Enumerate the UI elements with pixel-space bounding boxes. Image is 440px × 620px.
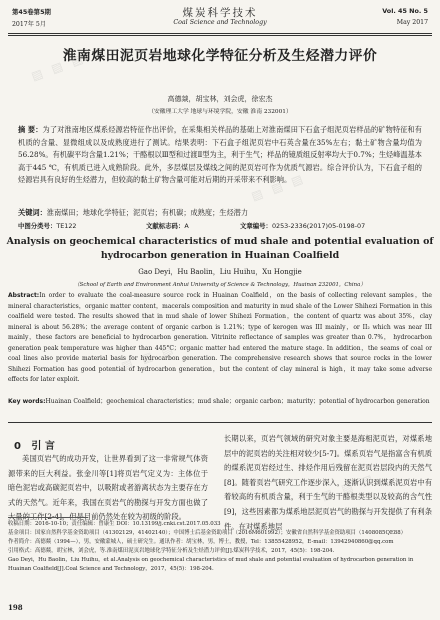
header-journal-cn: 煤炭科学技术 (182, 7, 258, 19)
keywords-en-label: Key words: (8, 398, 46, 405)
footnote-funding: 基金项目：国家自然科学基金资助项目（41302129，41402140）；中国博士后基金资助项目（2016M601992）；安徽省自然科学基金资助项目（1408085QE88） (8, 529, 407, 536)
header-rule-bottom (8, 35, 432, 36)
header-rule-top (8, 33, 432, 34)
keywords-cn-text: 淮南煤田；地球化学特征；泥页岩；有机碳；成熟度；生烃潜力 (46, 208, 249, 217)
section-title: 引 言 (31, 441, 55, 452)
keywords-en-text: Huainan Coalfield；geochemical characteristics；mud shale；organic carbon；maturity；potential of hydrocarbon generation (45, 398, 430, 405)
header-date-en: May 2017 (396, 19, 428, 26)
article-title-en: Analysis on geochemical characteristics of mud shale and potential evaluation of hydrocarbon generation in Huainan Coalfield (6, 236, 434, 261)
affiliation-en: （School of Earth and Environment Anhui University of Science & Technology，Huainan 232001，China） (74, 282, 366, 288)
watermark-mark: ▧ ▧ ▧ (119, 340, 178, 374)
doc-code-label: 文献标志码： (146, 222, 185, 230)
header-journal-en: Coal Science and Technology (173, 19, 267, 26)
doc-code-group (146, 221, 189, 230)
abstract-cn-text: 为了对淮南地区煤系烃源岩特征作出评价，在采集相关样品的基础上对淮南煤田下石盒子组泥页岩样品的矿物特征和有机质的含量、显微组成以及成熟度进行了测试。结果表明：下石盒子组泥页岩中石英含量在35%左右；黏土矿物含量均值为56.28%。有机碳平均含量1.21%；干酪根以Ⅲ型和过渡Ⅱ型为主，利于生气；样品的镜质组反射率均大于0.7%；生烃峰温基本高于445 ℃，有机质已进入成熟阶段。此外，多层煤层及煤线之间的泥页岩可作为优质气源岩。综合评价认为，下石盒子组的烃源岩具有良好的生烃潜力，但较高的黏土矿物含量可能对后期的开采带来不利影响。 (18, 125, 422, 184)
body-text-left: 美国页岩气的成功开发，让世界看到了这一非常规气体资源带来的巨大利益。张金川等[1]将页岩气定义为：主体位于暗色泥岩或高碳泥页岩中，以吸附或者游离状态为主要存在方式的天然气。近年来，我国在页岩气的勘探与开发方面也做了大量的工作[2-4]，但是目前仍然处在较为初级的阶段。 (8, 454, 208, 522)
article-id-group (240, 221, 365, 230)
abstract-en-label: Abstract: (8, 292, 40, 299)
abstract-cn (18, 124, 422, 187)
running-header (8, 5, 432, 31)
footnote-citation-en: Gao Deyi，Hu Baolin，Liu Huihu，et al.Analysis on geochemical characteristics of mud shale and potential evaluation of hydrocarbon generation in Huainan Coalfield[J].Coal Science and Technology，2017，45(5)：198-204. (8, 556, 414, 572)
section-number: 0 (14, 441, 21, 452)
footnotes (8, 517, 432, 573)
clc-group (18, 221, 76, 230)
clc-label: 中图分类号： (18, 222, 57, 230)
footnote-citation-cn: 引用格式：高德燚，胡宝林，刘会虎，等.淮南煤田泥页岩地球化学特征分析及生烃潜力评价[J].煤炭科学技术，2017，45(5)：198-204. (8, 547, 335, 554)
footnote-author-bio: 作者简介：高德燚（1994—），男，安徽蒙城人，硕士研究生。通讯作者：胡宝林，男，博士，教授，Tel：13855428952，E-mail：13942940860@qq.com (8, 538, 394, 545)
footnote-rule (8, 517, 88, 518)
page-number: 198 (8, 603, 23, 612)
authors-cn: 高德燚，胡宝林，刘会虎，徐宏杰 (167, 95, 273, 103)
body-text-right: 长期以来，页岩气领域的研究对象主要是海相泥页岩，对煤系地层中的泥页岩的关注相对较少[5-7]。煤系页岩气是指富含有机质的煤系泥页岩经过生、排烃作用后残留在泥页岩层段内的天然气[8]。随着页岩气研究工作逐步深入，逐渐认识到煤系泥页岩中有着较高的有机质含量，利于生气的干酪根类型以及较高的含气性[9]，这些因素都为煤系地层泥页岩气的勘探与开发提供了有利条件。在对煤系地层 (224, 434, 432, 531)
authors-en: Gao Deyi，Hu Baolin，Liu Huihu，Xu Hongjie (138, 268, 302, 276)
clc-value: TE122 (56, 222, 77, 230)
watermark-mark: ▧ ▧ ▧ (29, 50, 88, 84)
keywords-en (8, 397, 432, 408)
article-id-value: 0253-2336(2017)05-0198-07 (271, 222, 366, 230)
doc-code-value: A (184, 222, 189, 230)
affiliation-cn: （安徽理工大学 地球与环境学院，安徽 淮南 232001） (148, 109, 292, 115)
abstract-en-text: In order to evaluate the coal-measure source rock in Huainan Coalfield，on the basis of collecting relevant samples，the mineral characteristics，organic matter content，macerals composition and maturity in mud shale of the Lower Shihezi Formation in this coalfield were tested. The results showed that in mud shale of lower Shihezi Formation，the content of quartz was about 35%，clay mineral is about 56.28%；the average content of organic carbon is 1.21%；type of kerogen was III mainly，or II₂ which was near III mainly，these factors are beneficial to hydrocarbon generation. Vitrinite reflectance of samples was greater than 0.7%， hydrocarbon generation peak temperature was higher than 445°C；organic matter had entered the mature stage. In addition，the seams of coal or coal lines also provide material basis for hydrocarbon generation. The comprehensive research shows that source rocks in the lower Shihezi Formation has good potential of hydrocarbon generation，but the content of clay mineral is high，it may take some adverse effects for later exploit. (8, 292, 432, 383)
keywords-cn (18, 207, 422, 220)
keywords-cn-label: 关键词： (18, 208, 47, 217)
article-title-cn: 淮南煤田泥页岩地球化学特征分析及生烃潜力评价 (62, 48, 378, 64)
header-volume-issue-cn: 第45卷第5期 (12, 8, 51, 16)
abstract-end-rule (8, 422, 432, 423)
header-volume-issue-en: Vol. 45 No. 5 (382, 7, 428, 15)
header-date-cn: 2017年 5月 (12, 21, 47, 28)
footnote-received: 收稿日期：2016-10-10；责任编辑：曾康生 DOI：10.13199/j.cnki.cst.2017.05.033 (8, 521, 221, 527)
abstract-cn-label: 摘 要： (18, 125, 43, 134)
abstract-en (8, 291, 432, 386)
section-heading (14, 437, 55, 452)
watermark-mark: ▧ ▧ ▧ (319, 470, 378, 504)
watermark-mark: ▧ ▧ ▧ (249, 170, 308, 204)
article-id-label: 文章编号： (240, 222, 272, 230)
